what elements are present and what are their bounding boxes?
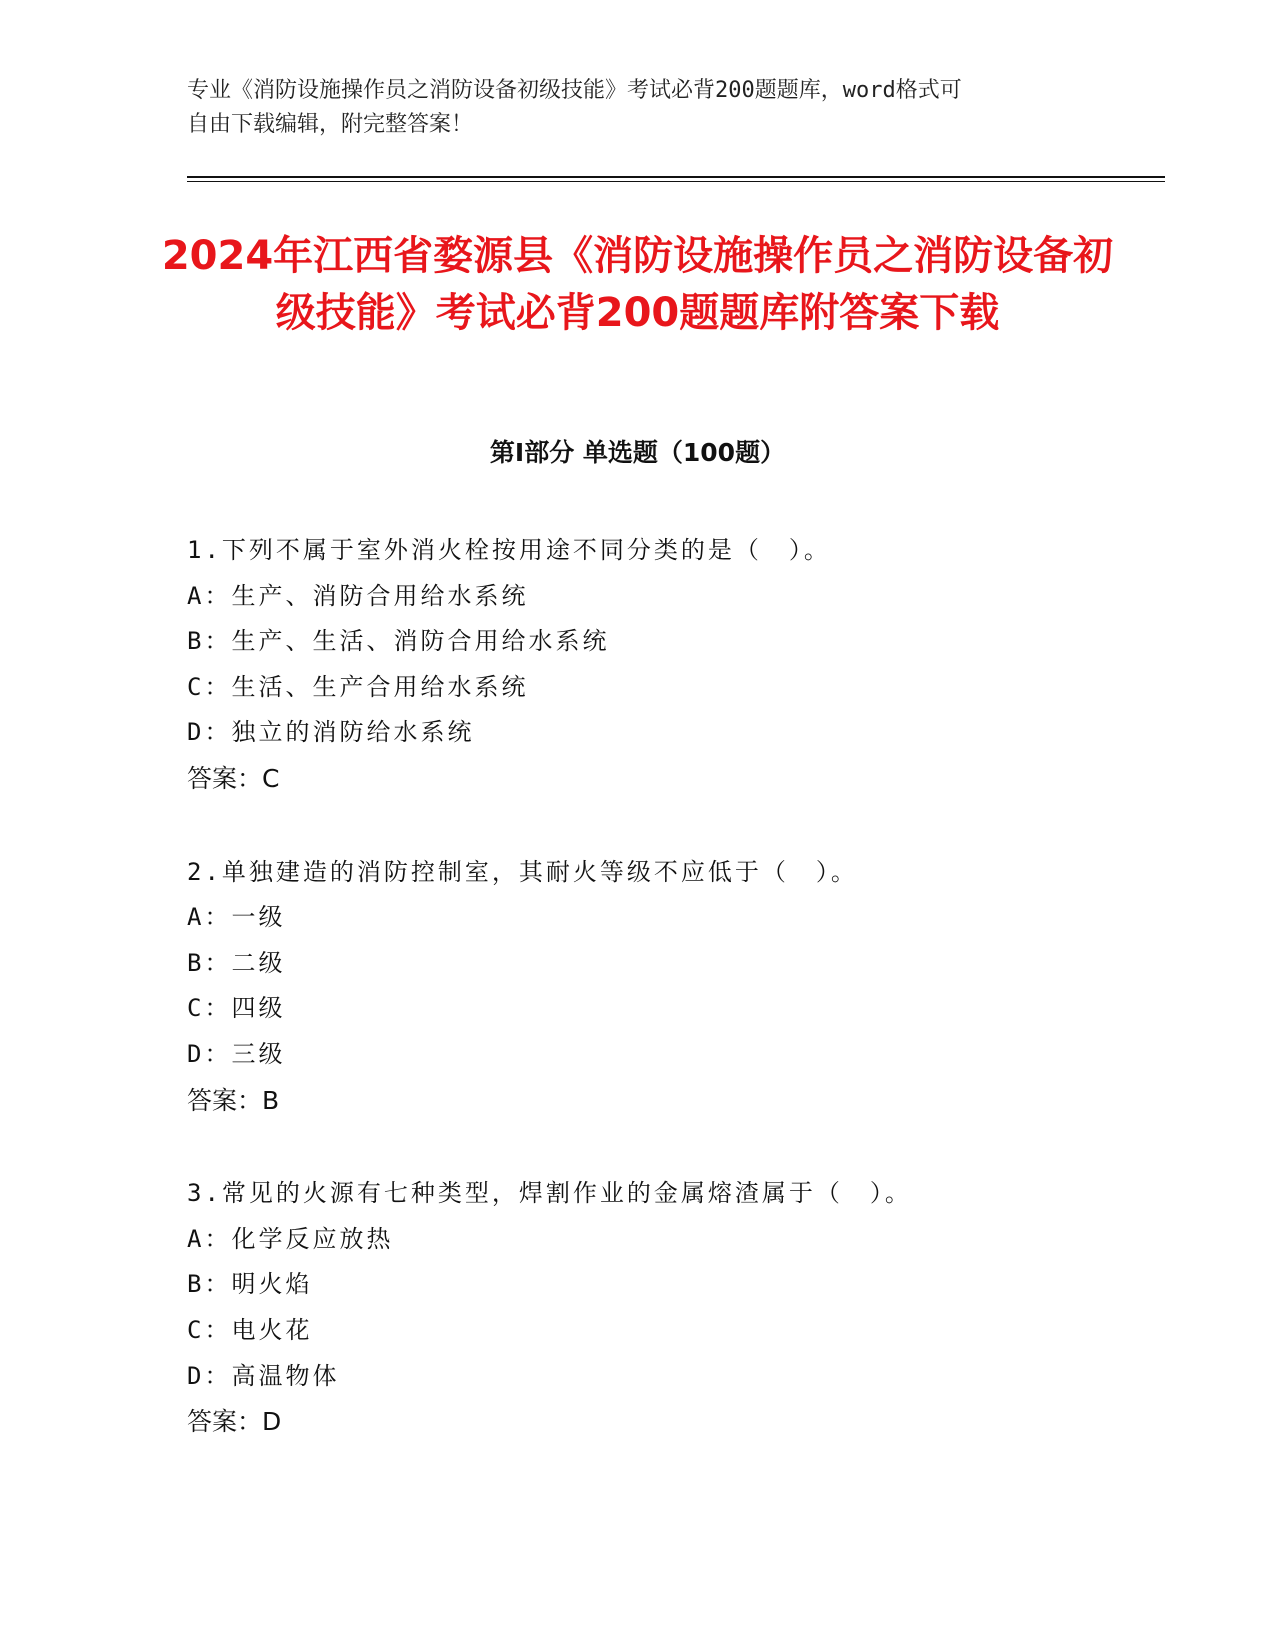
question-stem: 3.常见的火源有七种类型，焊割作业的金属熔渣属于（ ）。 [187,1179,912,1208]
header-note-line-2: 自由下载编辑，附完整答案！ [187,112,474,137]
question-stem: 1.下列不属于室外消火栓按用途不同分类的是（ ）。 [187,536,831,564]
option-a: A：一级 [187,903,286,932]
option-b: B：明火焰 [187,1270,313,1299]
option-c: C：电火花 [187,1315,313,1344]
document-header-note [187,74,1067,142]
option-a: A：化学反应放热 [187,1224,394,1253]
header-note-line-1: 专业《消防设施操作员之消防设备初级技能》考试必背200题题库，word格式可 [187,78,962,103]
question-3 [187,1171,1147,1445]
answer-line: 答案：B [187,1085,280,1115]
option-d: D：三级 [187,1039,286,1068]
header-divider-thin [187,181,1165,182]
option-d: D：独立的消防给水系统 [187,718,475,747]
question-list [187,528,1147,1493]
answer-line: 答案：C [187,763,280,793]
question-1 [187,528,1147,802]
option-c: C：四级 [187,994,286,1023]
document-title: 2024年江西省婺源县《消防设施操作员之消防设备初级技能》考试必背200题题库附答案下载 [161,233,1114,336]
answer-line: 答案：D [187,1407,282,1437]
header-divider-thick [187,176,1165,178]
option-b: B：二级 [187,948,286,977]
option-a: A：生产、消防合用给水系统 [187,581,529,610]
section-heading: 第Ⅰ部分 单选题（100题） [489,438,786,467]
question-stem: 2.单独建造的消防控制室，其耐火等级不应低于（ ）。 [187,857,858,886]
option-b: B：生产、生活、消防合用给水系统 [187,627,610,656]
question-2 [187,850,1147,1124]
option-c: C：生活、生产合用给水系统 [187,672,529,701]
option-d: D：高温物体 [187,1361,340,1390]
